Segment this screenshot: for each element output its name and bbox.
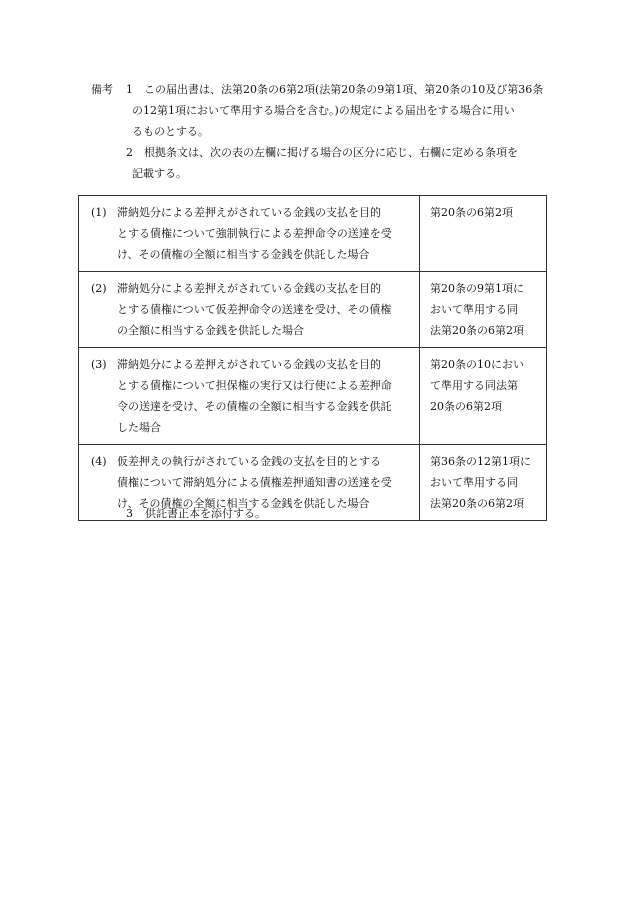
case-2-text-line-3: の全額に相当する金銭を供託した場合: [117, 324, 304, 337]
remarks-heading: 備考: [91, 83, 113, 96]
article-2-line-1: 第20条の9第1項に: [430, 282, 524, 295]
article-1-line-1: 第20条の6第2項: [430, 206, 513, 219]
table-row: [79, 348, 547, 445]
footer-note-text: 供託書正本を添付する。: [145, 507, 266, 520]
case-3-number: (3): [91, 358, 107, 371]
case-1-line-1: [89, 202, 409, 223]
article-2-line-3: 法第20条の6第2項: [430, 324, 524, 337]
footer-note: [126, 503, 266, 524]
case-2-text-line-2: とする債権について仮差押命令の送達を受け、その債権: [117, 303, 392, 316]
remark-2-line-1: [91, 142, 561, 163]
table-row: [79, 196, 547, 272]
article-cell-2: [420, 272, 547, 348]
case-cell-1: [79, 196, 420, 272]
article-3-line-3: 20条の6第2項: [430, 400, 502, 413]
case-3-text-line-3: 令の送達を受け、その債権の全額に相当する金銭を供託: [117, 400, 392, 413]
article-2-line-2: おいて準用する同: [430, 303, 518, 316]
remark-1-text-line-1: この届出書は、法第20条の6第2項(法第20条の9第1項、第20条の10及び第36条: [144, 83, 544, 96]
case-cell-2: [79, 272, 420, 348]
remark-1-number: 1: [126, 83, 133, 96]
article-cell-1: [420, 196, 547, 272]
remark-1-line-1: [91, 79, 561, 100]
remark-2-number: 2: [126, 146, 133, 159]
footer-note-number: 3: [126, 507, 133, 520]
article-3-line-2: て準用する同法第: [430, 379, 518, 392]
case-4-line-1: [89, 451, 409, 472]
case-2-line-1: [89, 278, 409, 299]
remark-2-line-2: [91, 163, 561, 184]
article-4-line-3: 法第20条の6第2項: [430, 497, 524, 510]
remark-2-text-line-2: 記載する。: [132, 167, 187, 180]
case-1-text-line-1: 滞納処分による差押えがされている金銭の支払を目的: [117, 206, 381, 219]
case-3-text-line-1: 滞納処分による差押えがされている金銭の支払を目的: [117, 358, 381, 371]
remark-1-line-3: [91, 121, 561, 142]
article-3-line-1: 第20条の10におい: [430, 358, 524, 371]
case-3-text-line-2: とする債権について担保権の実行又は行使による差押命: [117, 379, 392, 392]
article-table-grid: [78, 195, 547, 521]
article-4-line-2: おいて準用する同: [430, 476, 518, 489]
case-4-text-line-1: 仮差押えの執行がされている金銭の支払を目的とする: [117, 455, 381, 468]
article-table: [78, 195, 546, 521]
article-4-line-1: 第36条の12第1項に: [430, 455, 531, 468]
case-3-line-1: [89, 354, 409, 375]
case-4-text-line-3: け、その債権の全額に相当する金銭を供託した場合: [117, 497, 370, 510]
article-cell-3: [420, 348, 547, 445]
case-cell-3: [79, 348, 420, 445]
remarks-section: [91, 79, 561, 184]
article-cell-4: [420, 445, 547, 521]
case-2-number: (2): [91, 282, 107, 295]
remark-1-text-line-3: るものとする。: [132, 125, 209, 138]
remark-1-line-2: [91, 100, 561, 121]
case-1-text-line-2: とする債権について強制執行による差押命令の送達を受: [117, 227, 392, 240]
case-2-text-line-1: 滞納処分による差押えがされている金銭の支払を目的: [117, 282, 381, 295]
table-row: [79, 272, 547, 348]
remark-1-text-line-2: の12第1項において準用する場合を含む。)の規定による届出をする場合に用い: [132, 104, 515, 117]
case-1-number: (1): [91, 206, 107, 219]
case-3-text-line-4: した場合: [117, 421, 161, 434]
case-4-text-line-2: 債権について滞納処分による債権差押通知書の送達を受: [117, 476, 392, 489]
case-1-text-line-3: け、その債権の全額に相当する金銭を供託した場合: [117, 248, 370, 261]
remark-2-text-line-1: 根拠条文は、次の表の左欄に掲げる場合の区分に応じ、右欄に定める条項を: [144, 146, 518, 159]
case-4-number: (4): [91, 455, 107, 468]
